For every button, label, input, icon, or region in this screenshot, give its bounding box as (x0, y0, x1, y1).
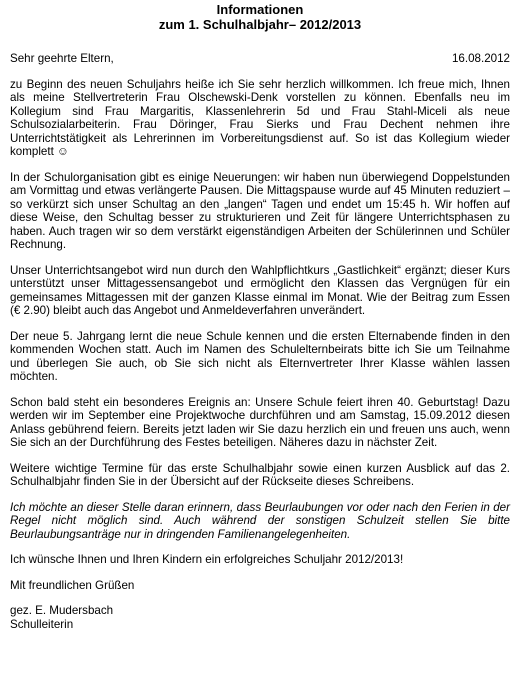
title-line-1: Informationen (216, 2, 304, 17)
paragraph-dates: Weitere wichtige Termine für das erste Schulhalbjahr sowie einen kurzen Ausblick auf das 2. Schulhalbjahr finden Sie in der Übersicht auf der Rückseite dieses Schreibens. (10, 461, 510, 488)
wish-line: Ich wünsche Ihnen und Ihren Kindern ein erfolgreiches Schuljahr 2012/2013! (10, 553, 404, 566)
paragraph-course-offer: Unser Unterrichtsangebot wird nun durch den Wahlpflichtkurs „Gastlichkeit“ ergänzt; dieser Kurs unterstützt unser Mittagessensangebot und ermöglicht den Klassen das Vergnügen für ein gemeinsames Mittagessen mit der ganzen Klasse einmal im Monat. Wie der Beitrag zum Essen (€ 2.90) bleibt auch das Angebot und Anmeldeverfahren unverändert. (10, 263, 510, 317)
letter-body (10, 52, 510, 631)
salutation: Sehr geehrte Eltern, (10, 52, 114, 65)
letter-title (10, 0, 510, 32)
signature-block (10, 604, 510, 631)
signature-name: gez. E. Mudersbach (10, 604, 114, 617)
letter-date: 16.08.2012 (451, 52, 510, 65)
paragraph-anniversary: Schon bald steht ein besonderes Ereignis an: Unsere Schule feiert ihren 40. Geburtstag! Dazu werden wir im September eine Projektwoche durchführen und am Samstag, 15.09.2012 diesen Anlass gebührend feiern. Bereits jetzt laden wir Sie dazu herzlich ein und freuen uns auch, wenn Sie sich an der Durchführung des Festes beteiligen. Näheres dazu in nächster Zeit. (10, 395, 510, 449)
closing-greeting: Mit freundlichen Grüßen (10, 578, 135, 592)
paragraph-fifth-grade: Der neue 5. Jahrgang lernt die neue Schule kennen und die ersten Elternabende finden in den kommenden Wochen statt. Auch im Namen des Schulelternbeirats bitte ich Sie um Teilnahme und überlegen Sie auch, ob Sie sich nicht als Elternvertreter Ihrer Klasse wählen lassen möchten. (10, 329, 510, 383)
paragraph-organisation: In der Schulorganisation gibt es einige Neuerungen: wir haben nun überwiegend Doppelstunden am Vormittag und etwas verlängerte Pausen. Die Mittagspause wurde auf 45 Minuten reduziert – so verkürzt sich unser Schultag an den „langen“ Tagen und endet um 15:45 h. Wir hoffen auf diese Weise, den Schultag besser zu strukturieren und Zeit für längere Unterrichtsphasen zu haben. Auch tragen wir so dem verstärkt eigenständigen Arbeiten der Schülerinnen und Schüler Rechnung. (10, 170, 510, 251)
title-line-2: zum 1. Schulhalbjahr– 2012/2013 (158, 17, 362, 32)
signature-role: Schulleiterin (10, 617, 74, 631)
salutation-row (10, 52, 510, 66)
paragraph-welcome: zu Beginn des neuen Schuljahrs heiße ich Sie sehr herzlich willkommen. Ich freue mich, Ihnen als meine Stellvertreterin Frau Olschewski-Denk vorstellen zu können. Ebenfalls neu im Kollegium sind Frau Margaritis, Klassenlehrerin 5d und Frau Stahl-Miceli als neue Schulsozialarbeiterin. Frau Döringer, Frau Sierks und Frau Dechent nehmen ihre Unterrichtstätigkeit als Lehrerinnen im Vorbereitungsdienst auf. So ist das Kollegium wieder komplett ☺ (10, 77, 510, 158)
leave-of-absence-note: Ich möchte an dieser Stelle daran erinnern, dass Beurlaubungen vor oder nach den Ferien in der Regel nicht möglich sind. Auch während der sonstigen Schulzeit stellen Sie bitte Beurlaubungsanträge nur in dringenden Familienangelegenheiten. (10, 500, 510, 541)
